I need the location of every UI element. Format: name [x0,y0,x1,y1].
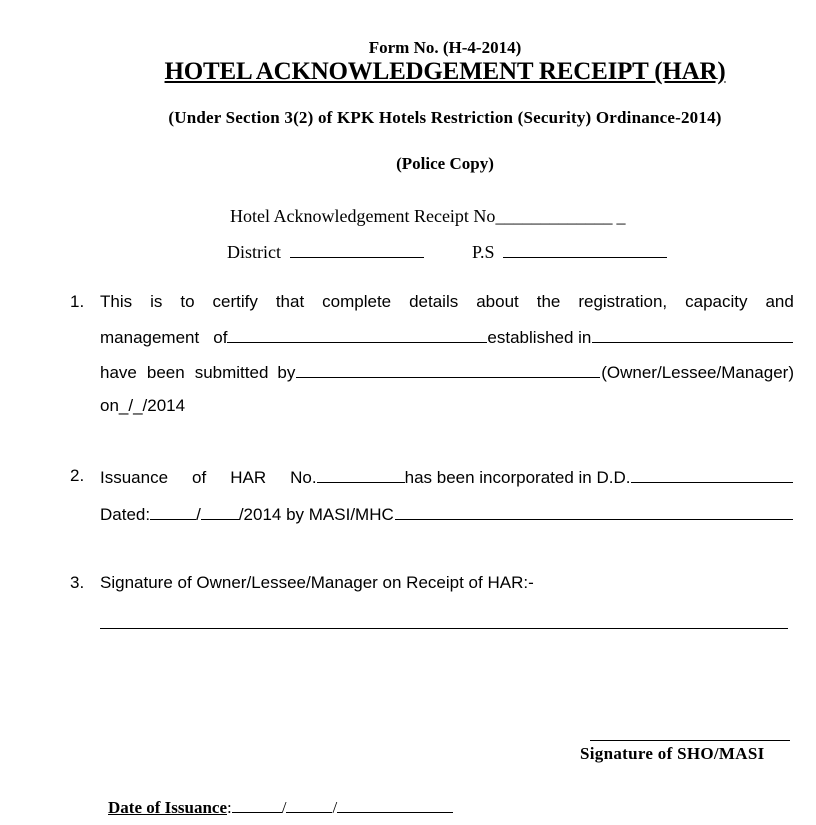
item2-word: of [192,468,207,487]
issuance-day-field[interactable] [232,796,282,813]
item1-word: about [476,292,519,311]
district-label: District [227,242,281,262]
owner-signature-line[interactable] [100,628,788,629]
district-field[interactable] [290,241,424,258]
sho-signature-label: Signature of SHO/MASI [580,744,765,763]
item2-word: Issuance [100,468,169,487]
receipt-number-label: Hotel Acknowledgement Receipt No [230,206,496,226]
item1-word: certify [212,292,258,311]
issuance-slash-2: / [332,798,338,817]
document-title: HOTEL ACKNOWLEDGEMENT RECEIPT (HAR) [164,58,726,85]
issuance-year-field[interactable] [337,796,453,813]
item1-word: been [146,363,185,382]
form-number: Form No. (H-4-2014) [368,38,522,57]
masi-mhc-field[interactable] [395,503,793,520]
ps-field[interactable] [503,241,667,258]
item1-word: and [765,292,794,311]
receipt-number-blank[interactable]: _____________ [495,206,613,226]
receipt-number-line [230,206,625,227]
item3-number: 3. [70,573,85,592]
role-label: (Owner/Lessee/Manager) [601,363,794,382]
dated-month-field[interactable] [201,503,239,520]
issuance-colon: : [227,798,232,817]
issuance-slash-1: / [281,798,287,817]
dd-field[interactable] [631,466,793,483]
ps-line [472,241,667,263]
copy-type: (Police Copy) [396,154,494,173]
hotel-name-field[interactable] [227,326,487,343]
established-label: established in [487,328,592,347]
receipt-number-tail: _ [616,206,626,226]
date-of-issuance-label: Date of Issuance [108,798,227,817]
item1-word: registration, [578,292,668,311]
har-no-label: No. [290,468,317,487]
item1-word: the [536,292,561,311]
item1-word: complete [322,292,392,311]
ps-label: P.S [472,242,495,262]
district-line [227,241,424,263]
item1-word: details [409,292,459,311]
of-label: of [213,328,228,347]
dated-year-by: /2014 by MASI/MHC [238,505,394,524]
item2-line1 [100,466,794,488]
submitted-by-field[interactable] [296,361,600,378]
dated-slash: / [196,505,201,524]
date-of-issuance-line [108,796,453,818]
management-label: management [100,328,200,347]
item1-word: to [180,292,195,311]
item1-word: capacity [685,292,748,311]
sho-signature-line[interactable] [590,740,790,741]
by-label: by [277,363,296,382]
established-location-field[interactable] [592,326,793,343]
item1-word: have [100,363,137,382]
har-number-field[interactable] [317,466,405,483]
item1-word: This [100,292,133,311]
dated-label: Dated: [100,505,151,524]
item1-word: submitted [194,363,269,382]
item1-word: is [150,292,163,311]
item2-number: 2. [70,466,85,485]
item2-word: HAR [230,468,267,487]
item1-line2 [100,326,794,348]
item1-line3 [100,361,794,383]
document-subtitle: (Under Section 3(2) of KPK Hotels Restriction (Security) Ordinance-2014) [168,108,722,127]
item1-on-date: on_/_/2014 [100,396,186,415]
dated-day-field[interactable] [150,503,196,520]
incorporated-label: has been incorporated in D.D. [404,468,631,487]
item3-text: Signature of Owner/Lessee/Manager on Receipt of HAR:- [100,573,534,592]
item1-word: that [275,292,305,311]
item2-line2 [100,503,794,525]
item1-number: 1. [70,292,85,311]
issuance-month-field[interactable] [286,796,332,813]
item1-line1 [100,292,794,312]
